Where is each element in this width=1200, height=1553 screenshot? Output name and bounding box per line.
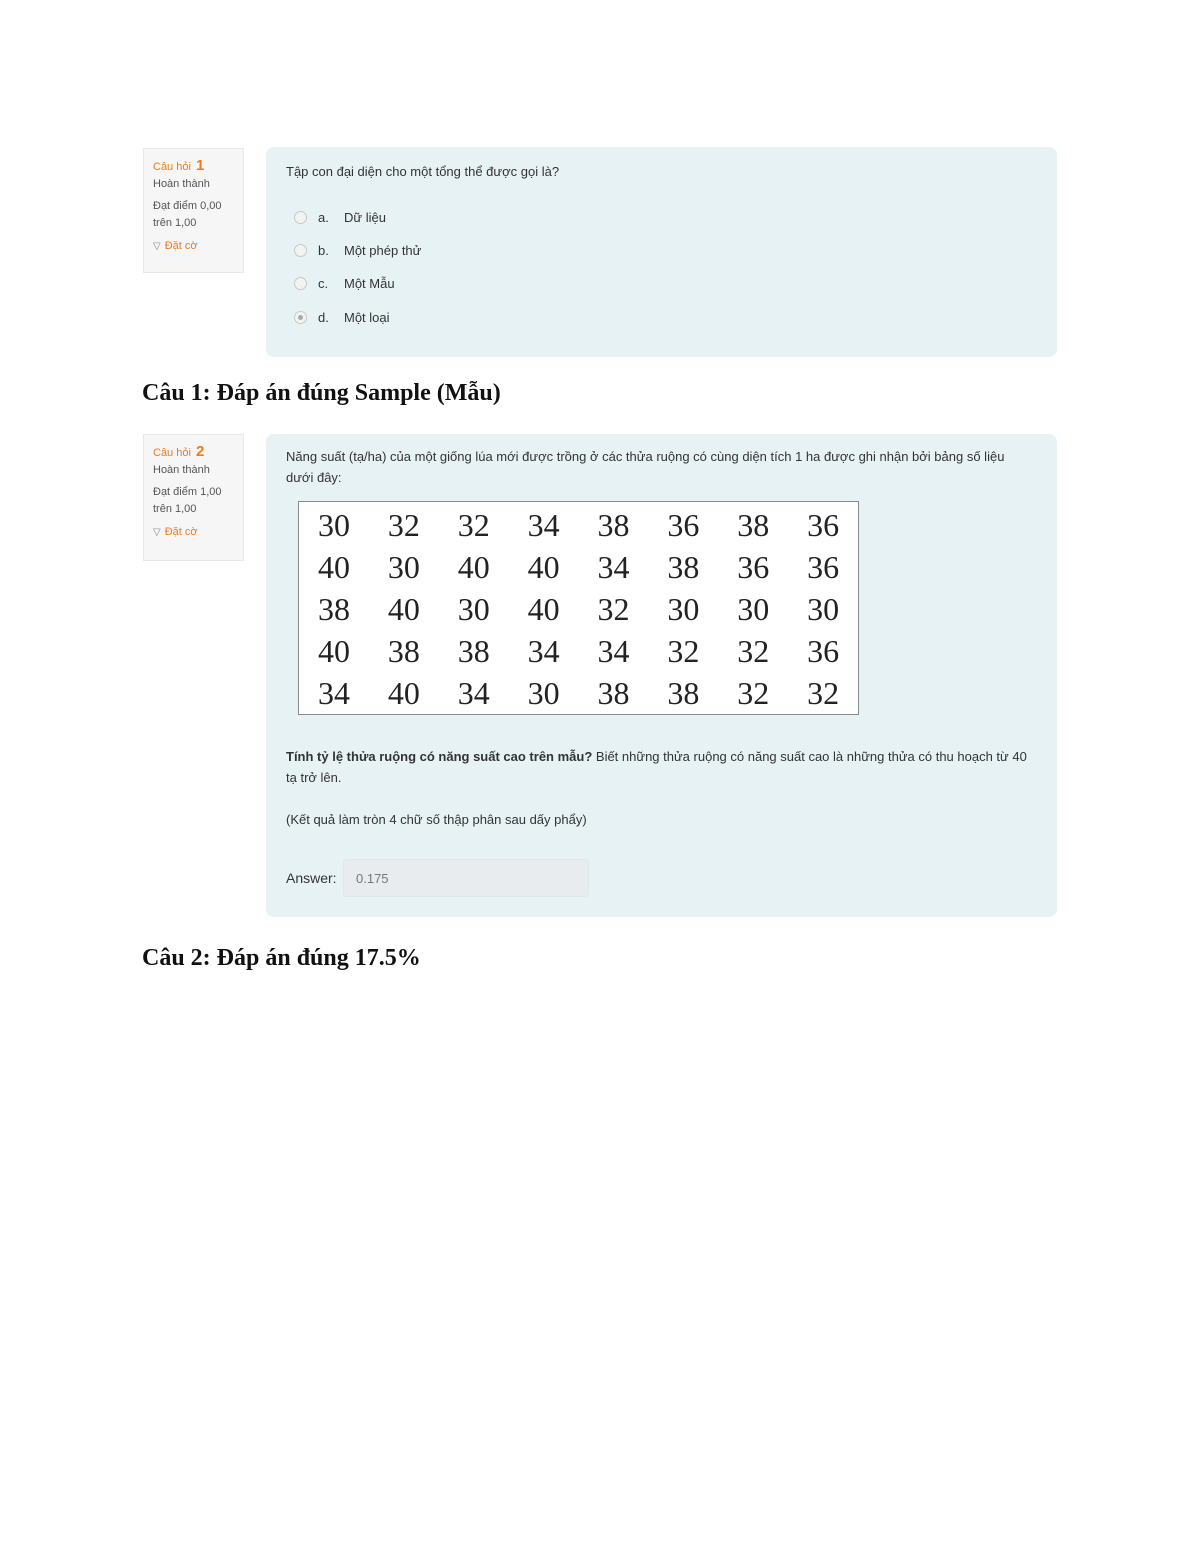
answer-label: Answer: [286, 870, 337, 886]
question-status: Hoàn thành [153, 464, 210, 476]
table-cell: 30 [667, 590, 700, 627]
table-cell: 32 [737, 632, 770, 669]
question-number: Câu hỏi 2 [153, 443, 205, 460]
table-cell: 36 [667, 506, 700, 543]
table-cell: 32 [597, 590, 630, 627]
table-cell: 40 [527, 548, 560, 585]
table-row [299, 546, 858, 588]
table-cell: 38 [737, 506, 770, 543]
flag-question-link[interactable]: ▽ Đặt cờ [153, 526, 198, 538]
radio-button-selected[interactable] [294, 311, 307, 324]
radio-button[interactable] [294, 244, 307, 257]
answer-input[interactable]: 0.175 [343, 859, 589, 897]
table-cell: 40 [317, 632, 350, 669]
yield-table [299, 504, 858, 714]
answer-option-a[interactable]: a. Dữ liệu [294, 207, 386, 227]
table-cell: 34 [457, 674, 490, 711]
answer-option-c[interactable]: c. Một Mẫu [294, 273, 395, 293]
table-cell: 40 [317, 548, 350, 585]
question-info-panel-1 [143, 148, 244, 273]
rounding-note: (Kết quả làm tròn 4 chữ số thập phân sau dấy phẩy) [286, 812, 587, 827]
table-row [299, 504, 858, 546]
flag-question-link[interactable]: ▽ Đặt cờ [153, 240, 198, 252]
table-cell: 30 [527, 674, 560, 711]
table-cell: 34 [317, 674, 350, 711]
table-cell: 38 [597, 506, 630, 543]
table-cell: 32 [807, 674, 840, 711]
answer-caption-1: Câu 1: Đáp án đúng Sample (Mẫu) [142, 380, 501, 406]
question-grade: Đạt điểm 1,00 trên 1,00 [153, 486, 222, 515]
table-cell: 34 [597, 548, 630, 585]
table-cell: 40 [387, 590, 420, 627]
question-grade: Đạt điểm 0,00 trên 1,00 [153, 200, 222, 229]
question-content-1 [266, 147, 1057, 357]
table-cell: 36 [807, 548, 840, 585]
radio-button[interactable] [294, 277, 307, 290]
table-cell: 30 [457, 590, 490, 627]
table-cell: 36 [737, 548, 770, 585]
answer-caption-2: Câu 2: Đáp án đúng 17.5% [142, 945, 421, 971]
flag-icon: ▽ [153, 241, 161, 252]
table-cell: 32 [737, 674, 770, 711]
table-cell: 38 [597, 674, 630, 711]
table-row [299, 630, 858, 672]
table-cell: 32 [457, 506, 490, 543]
table-cell: 38 [387, 632, 420, 669]
table-cell: 30 [737, 590, 770, 627]
question-intro: Năng suất (tạ/ha) của một giống lúa mới được trồng ở các thửa ruộng có cùng diện tích 1 ha được ghi nhận bởi bảng số liệu dưới đây: [286, 449, 1005, 485]
table-cell: 32 [667, 632, 700, 669]
answer-option-d[interactable]: d. Một loại [294, 307, 390, 327]
table-cell: 30 [807, 590, 840, 627]
data-table [298, 501, 859, 715]
table-cell: 38 [667, 674, 700, 711]
table-cell: 36 [807, 506, 840, 543]
question-number: Câu hỏi 1 [153, 157, 205, 174]
answer-option-b[interactable]: b. Một phép thử [294, 240, 421, 260]
table-cell: 32 [387, 506, 420, 543]
table-cell: 40 [527, 590, 560, 627]
table-cell: 38 [317, 590, 350, 627]
table-cell: 30 [387, 548, 420, 585]
table-cell: 34 [597, 632, 630, 669]
table-row [299, 672, 858, 714]
flag-icon: ▽ [153, 527, 161, 538]
radio-button[interactable] [294, 211, 307, 224]
table-cell: 34 [527, 506, 560, 543]
table-cell: 38 [667, 548, 700, 585]
table-cell: 40 [457, 548, 490, 585]
table-cell: 40 [387, 674, 420, 711]
table-row [299, 588, 858, 630]
question-prompt: Tính tỷ lệ thửa ruộng có năng suất cao trên mẫu? Biết những thửa ruộng có năng suất cao là những thửa có thu hoạch từ 40 tạ trở lên. [286, 749, 1027, 785]
table-cell: 30 [317, 506, 350, 543]
table-cell: 34 [527, 632, 560, 669]
question-info-panel-2 [143, 434, 244, 561]
table-cell: 38 [457, 632, 490, 669]
table-cell: 36 [807, 632, 840, 669]
question-text: Tập con đại diện cho một tổng thể được gọi là? [286, 164, 560, 179]
question-status: Hoàn thành [153, 178, 210, 190]
